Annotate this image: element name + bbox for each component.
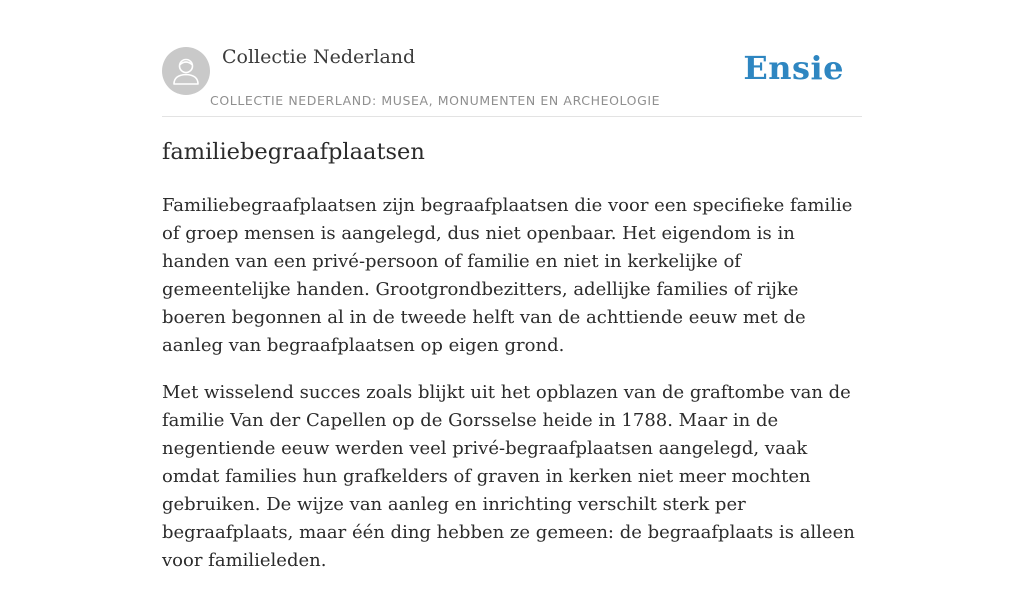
page-title: familiebegraafplaatsen [162,139,425,165]
user-icon [162,47,210,95]
avatar[interactable] [162,47,210,95]
author-name[interactable]: Collectie Nederland [222,46,416,68]
article-body [162,192,862,594]
ensie-logo[interactable]: Ensie [743,49,844,87]
category-label[interactable]: COLLECTIE NEDERLAND: MUSEA, MONUMENTEN EN ARCHEOLOGIE [210,93,661,108]
paragraph-1: Familiebegraafplaatsen zijn begraafplaatsen die voor een specifieke familie of groep mensen is aangelegd, dus niet openbaar. Het eigendom is in handen van een privé-persoon of familie en niet in kerkelijke of gemeentelijke handen. Grootgrondbezitters, adellijke families of rijke boeren begonnen al in de tweede helft van de achttiende eeuw met de aanleg van begraafplaatsen op eigen grond. [162,195,853,356]
paragraph-2: Met wisselend succes zoals blijkt uit het opblazen van de graftombe van de familie Van der Capellen op de Gorsselse heide in 1788. Maar in de negentiende eeuw werden veel privé-begraafplaatsen aangelegd, vaak omdat families hun grafkelders of graven in kerken niet meer mochten gebruiken. De wijze van aanleg en inrichting verschilt sterk per begraafplaats, maar één ding hebben ze gemeen: de begraafplaats is alleen voor familieleden. [162,382,855,571]
article-header [162,36,862,117]
